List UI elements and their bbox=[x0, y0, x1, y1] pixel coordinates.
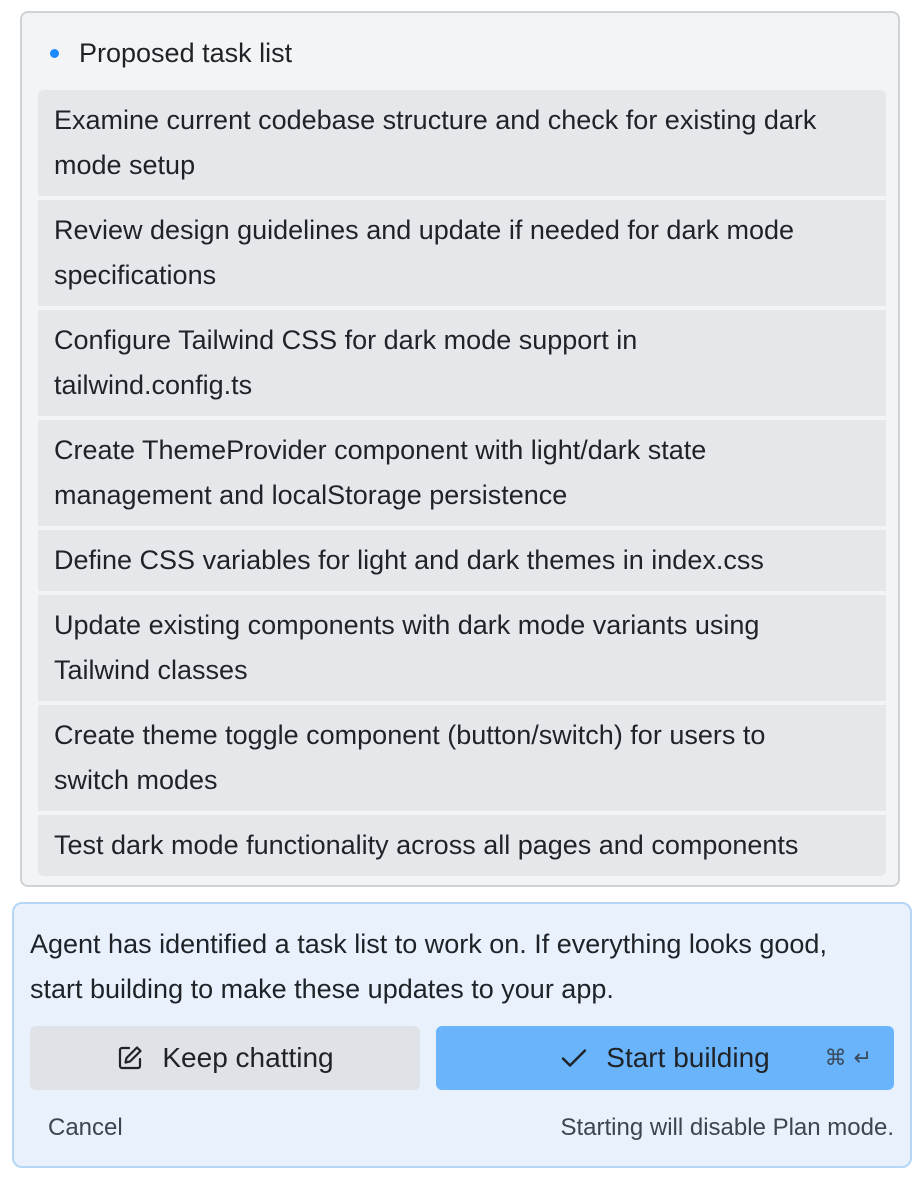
cancel-link[interactable]: Cancel bbox=[48, 1114, 123, 1141]
task-item-line: specifications bbox=[54, 260, 217, 290]
task-item-line: Examine current codebase structure and check for existing dark bbox=[54, 105, 817, 135]
task-item bbox=[38, 200, 886, 306]
task-item-line: Tailwind classes bbox=[54, 655, 248, 685]
keep-chatting-label: Keep chatting bbox=[162, 1042, 334, 1073]
task-item-line: Define CSS variables for light and dark themes in index.css bbox=[54, 545, 764, 575]
confirm-message-line: start building to make these updates to your app. bbox=[30, 974, 614, 1004]
task-item-line: Configure Tailwind CSS for dark mode support in bbox=[54, 325, 638, 355]
task-item-line: mode setup bbox=[54, 150, 196, 180]
bullet-dot-icon bbox=[50, 49, 59, 58]
task-item-line: Test dark mode functionality across all pages and components bbox=[54, 830, 799, 860]
task-item-line: tailwind.config.ts bbox=[54, 370, 253, 400]
keep-chatting-button[interactable] bbox=[30, 1026, 420, 1090]
task-item-line: management and localStorage persistence bbox=[54, 480, 568, 510]
task-item-line: Update existing components with dark mode variants using bbox=[54, 610, 760, 640]
confirm-message bbox=[30, 922, 890, 1012]
task-item bbox=[38, 310, 886, 416]
task-item-line: switch modes bbox=[54, 765, 218, 795]
task-list-title: Proposed task list bbox=[79, 37, 293, 68]
task-item-line: Review design guidelines and update if needed for dark mode bbox=[54, 215, 794, 245]
task-item bbox=[38, 530, 886, 591]
task-item bbox=[38, 595, 886, 701]
task-item-line: Create theme toggle component (button/switch) for users to bbox=[54, 720, 766, 750]
task-item bbox=[38, 420, 886, 526]
check-icon bbox=[560, 1044, 588, 1072]
task-list-header bbox=[50, 35, 292, 71]
task-item bbox=[38, 90, 886, 196]
task-item-line: Create ThemeProvider component with light/dark state bbox=[54, 435, 707, 465]
task-list bbox=[38, 90, 886, 876]
confirm-panel bbox=[12, 902, 912, 1168]
confirm-message-line: Agent has identified a task list to work on. If everything looks good, bbox=[30, 929, 827, 959]
task-item bbox=[38, 705, 886, 811]
plan-mode-note: Starting will disable Plan mode. bbox=[560, 1114, 894, 1141]
start-building-button[interactable] bbox=[436, 1026, 894, 1090]
keyboard-shortcut: ⌘ ↵ bbox=[824, 1045, 872, 1071]
start-building-label: Start building bbox=[606, 1042, 770, 1073]
task-list-card bbox=[20, 11, 900, 887]
edit-icon bbox=[116, 1044, 144, 1072]
task-item bbox=[38, 815, 886, 876]
